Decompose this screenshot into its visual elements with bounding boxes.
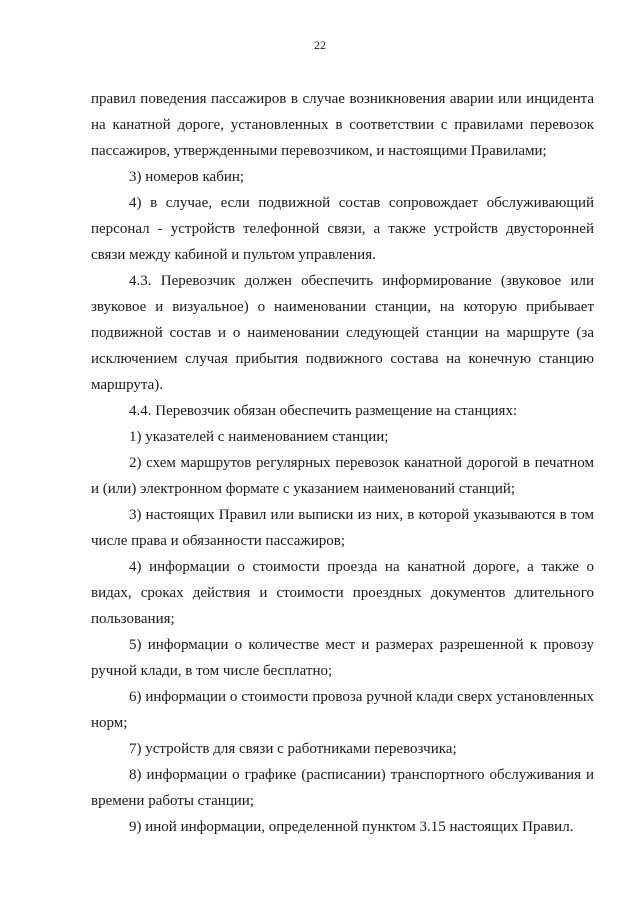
clause-4-4: 4.4. Перевозчик обязан обеспечить размещение на станциях: [129,403,518,419]
list-item-2-route-schemes: 2) схем маршрутов регулярных перевозок канатной дорогой в печатном и (или) электронном формате с указанием наименований станций; [91,455,594,497]
list-item-6-baggage-cost: 6) информации о стоимости провоза ручной клади сверх установленных норм; [91,689,594,731]
document-body [91,86,594,840]
list-item-9-other-info: 9) иной информации, определенной пунктом 3.15 настоящих Правил. [129,819,574,835]
list-item-3-cabin-numbers: 3) номеров кабин; [129,169,245,185]
list-item-1-station-signs: 1) указателей с наименованием станции; [129,429,389,445]
list-item-8-schedule-info: 8) информации о графике (расписании) транспортного обслуживания и времени работы станции; [91,767,594,809]
list-item-5-baggage-info: 5) информации о количестве мест и размерах разрешенной к провозу ручной клади, в том числе бесплатно; [91,637,594,679]
page-number: 22 [314,38,326,52]
list-item-7-staff-communication: 7) устройств для связи с работниками перевозчика; [129,741,457,757]
clause-4-3: 4.3. Перевозчик должен обеспечить информирование (звуковое или звуковое и визуальное) о наименовании станции, на которую прибывает подвижной состав и о наименовании следующей станции на маршруте (за исключением случая прибытия подвижного состава на конечную станцию маршрута). [91,273,594,393]
paragraph-continuation: правил поведения пассажиров в случае возникновения аварии или инцидента на канатной дороге, установленных в соответствии с правилами перевозок пассажиров, утвержденными перевозчиком, и настоящими Правилами; [91,91,594,159]
list-item-4-communication-devices: 4) в случае, если подвижной состав сопровождает обслуживающий персонал - устройств телефонной связи, а также устройств двусторонней связи между кабиной и пультом управления. [91,195,594,263]
list-item-3-rules-extract: 3) настоящих Правил или выписки из них, в которой указываются в том числе права и обязанности пассажиров; [91,507,594,549]
list-item-4-fare-info: 4) информации о стоимости проезда на канатной дороге, а также о видах, сроках действия и стоимости проездных документов длительного пользования; [91,559,594,627]
